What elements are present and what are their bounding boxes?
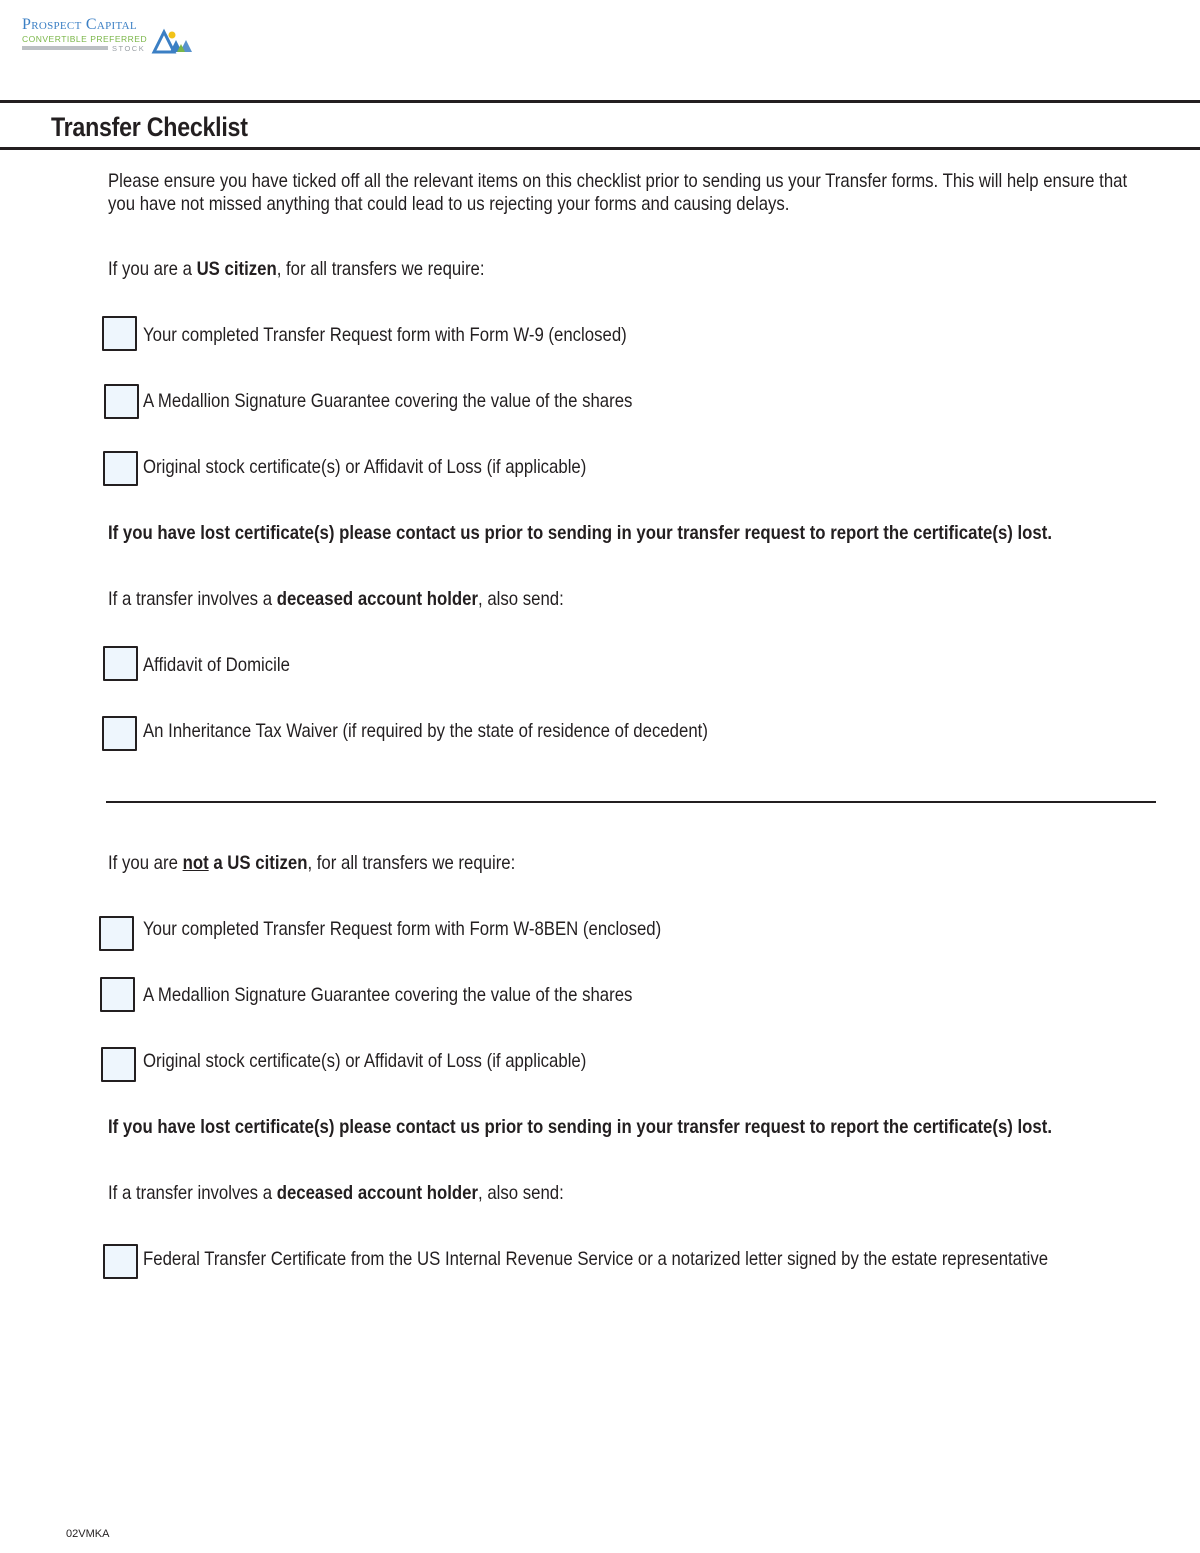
checklist-item-label: Your completed Transfer Request form with Form W-8BEN (enclosed) <box>143 918 662 940</box>
checklist-item-label: A Medallion Signature Guarantee covering the value of the shares <box>143 984 633 1006</box>
checkbox-non-us-federal-transfer-certificate[interactable] <box>103 1244 138 1279</box>
form-code: 02VMKA <box>66 1528 110 1540</box>
heading-text: If a transfer involves a <box>108 588 277 610</box>
checklist-item-label: An Inheritance Tax Waiver (if required by the state of residence of decedent) <box>143 720 708 742</box>
intro-paragraph: Please ensure you have ticked off all the relevant items on this checklist prior to sending us your Transfer forms. This will help ensure that you have not missed anything that could lead to us rejecting your forms and causing delays. <box>108 170 1128 215</box>
section-divider <box>106 801 1156 803</box>
heading-text: If you are <box>108 852 183 874</box>
checkbox-us-medallion-guarantee[interactable] <box>104 384 139 419</box>
heading-text: If you are a <box>108 258 197 280</box>
logo-subtitle: CONVERTIBLE PREFERRED <box>22 34 148 44</box>
us-deceased-heading <box>108 588 564 611</box>
heading-underline-text: not <box>182 852 209 874</box>
logo-bar <box>22 46 108 50</box>
checklist-item-label: Original stock certificate(s) or Affidavit of Loss (if applicable) <box>143 1050 587 1072</box>
heading-bold-text: US citizen <box>196 258 277 280</box>
us-section-heading <box>108 258 485 281</box>
non-us-lost-certificate-note: If you have lost certificate(s) please contact us prior to sending in your transfer request to report the certificate(s) lost. <box>108 1116 1052 1138</box>
heading-bold-text: deceased account holder <box>276 588 479 610</box>
title-rule <box>0 147 1200 150</box>
logo-stock: STOCK <box>112 44 146 53</box>
heading-text: , also send: <box>478 1182 564 1204</box>
checkbox-us-transfer-request-w9[interactable] <box>102 316 137 351</box>
non-us-section-heading <box>108 852 515 875</box>
checklist-item-label: A Medallion Signature Guarantee covering the value of the shares <box>143 390 633 412</box>
checkbox-non-us-stock-certificate[interactable] <box>101 1047 136 1082</box>
page-title: Transfer Checklist <box>51 112 248 142</box>
checkbox-us-affidavit-domicile[interactable] <box>103 646 138 681</box>
heading-text: , for all transfers we require: <box>307 852 516 874</box>
checkbox-us-stock-certificate[interactable] <box>103 451 138 486</box>
checkbox-us-inheritance-tax-waiver[interactable] <box>102 716 137 751</box>
us-lost-certificate-note: If you have lost certificate(s) please contact us prior to sending in your transfer request to report the certificate(s) lost. <box>108 522 1052 544</box>
heading-bold-text: a US citizen <box>208 852 308 874</box>
checkbox-non-us-medallion-guarantee[interactable] <box>100 977 135 1012</box>
heading-text: , for all transfers we require: <box>276 258 485 280</box>
checklist-item-label: Federal Transfer Certificate from the US Internal Revenue Service or a notarized letter signed by the estate representative <box>143 1248 1049 1270</box>
heading-bold-text: deceased account holder <box>276 1182 479 1204</box>
non-us-deceased-heading <box>108 1182 564 1205</box>
logo-name: Prospect Capital <box>22 16 137 33</box>
top-rule <box>0 100 1200 103</box>
heading-text: , also send: <box>478 588 564 610</box>
company-logo <box>20 14 200 58</box>
checklist-item-label: Affidavit of Domicile <box>143 654 290 676</box>
checklist-item-label: Your completed Transfer Request form with Form W-9 (enclosed) <box>143 324 627 346</box>
logo-mark-icon <box>150 28 194 54</box>
heading-text: If a transfer involves a <box>108 1182 277 1204</box>
checklist-item-label: Original stock certificate(s) or Affidavit of Loss (if applicable) <box>143 456 587 478</box>
checkbox-non-us-transfer-request-w8ben[interactable] <box>99 916 134 951</box>
